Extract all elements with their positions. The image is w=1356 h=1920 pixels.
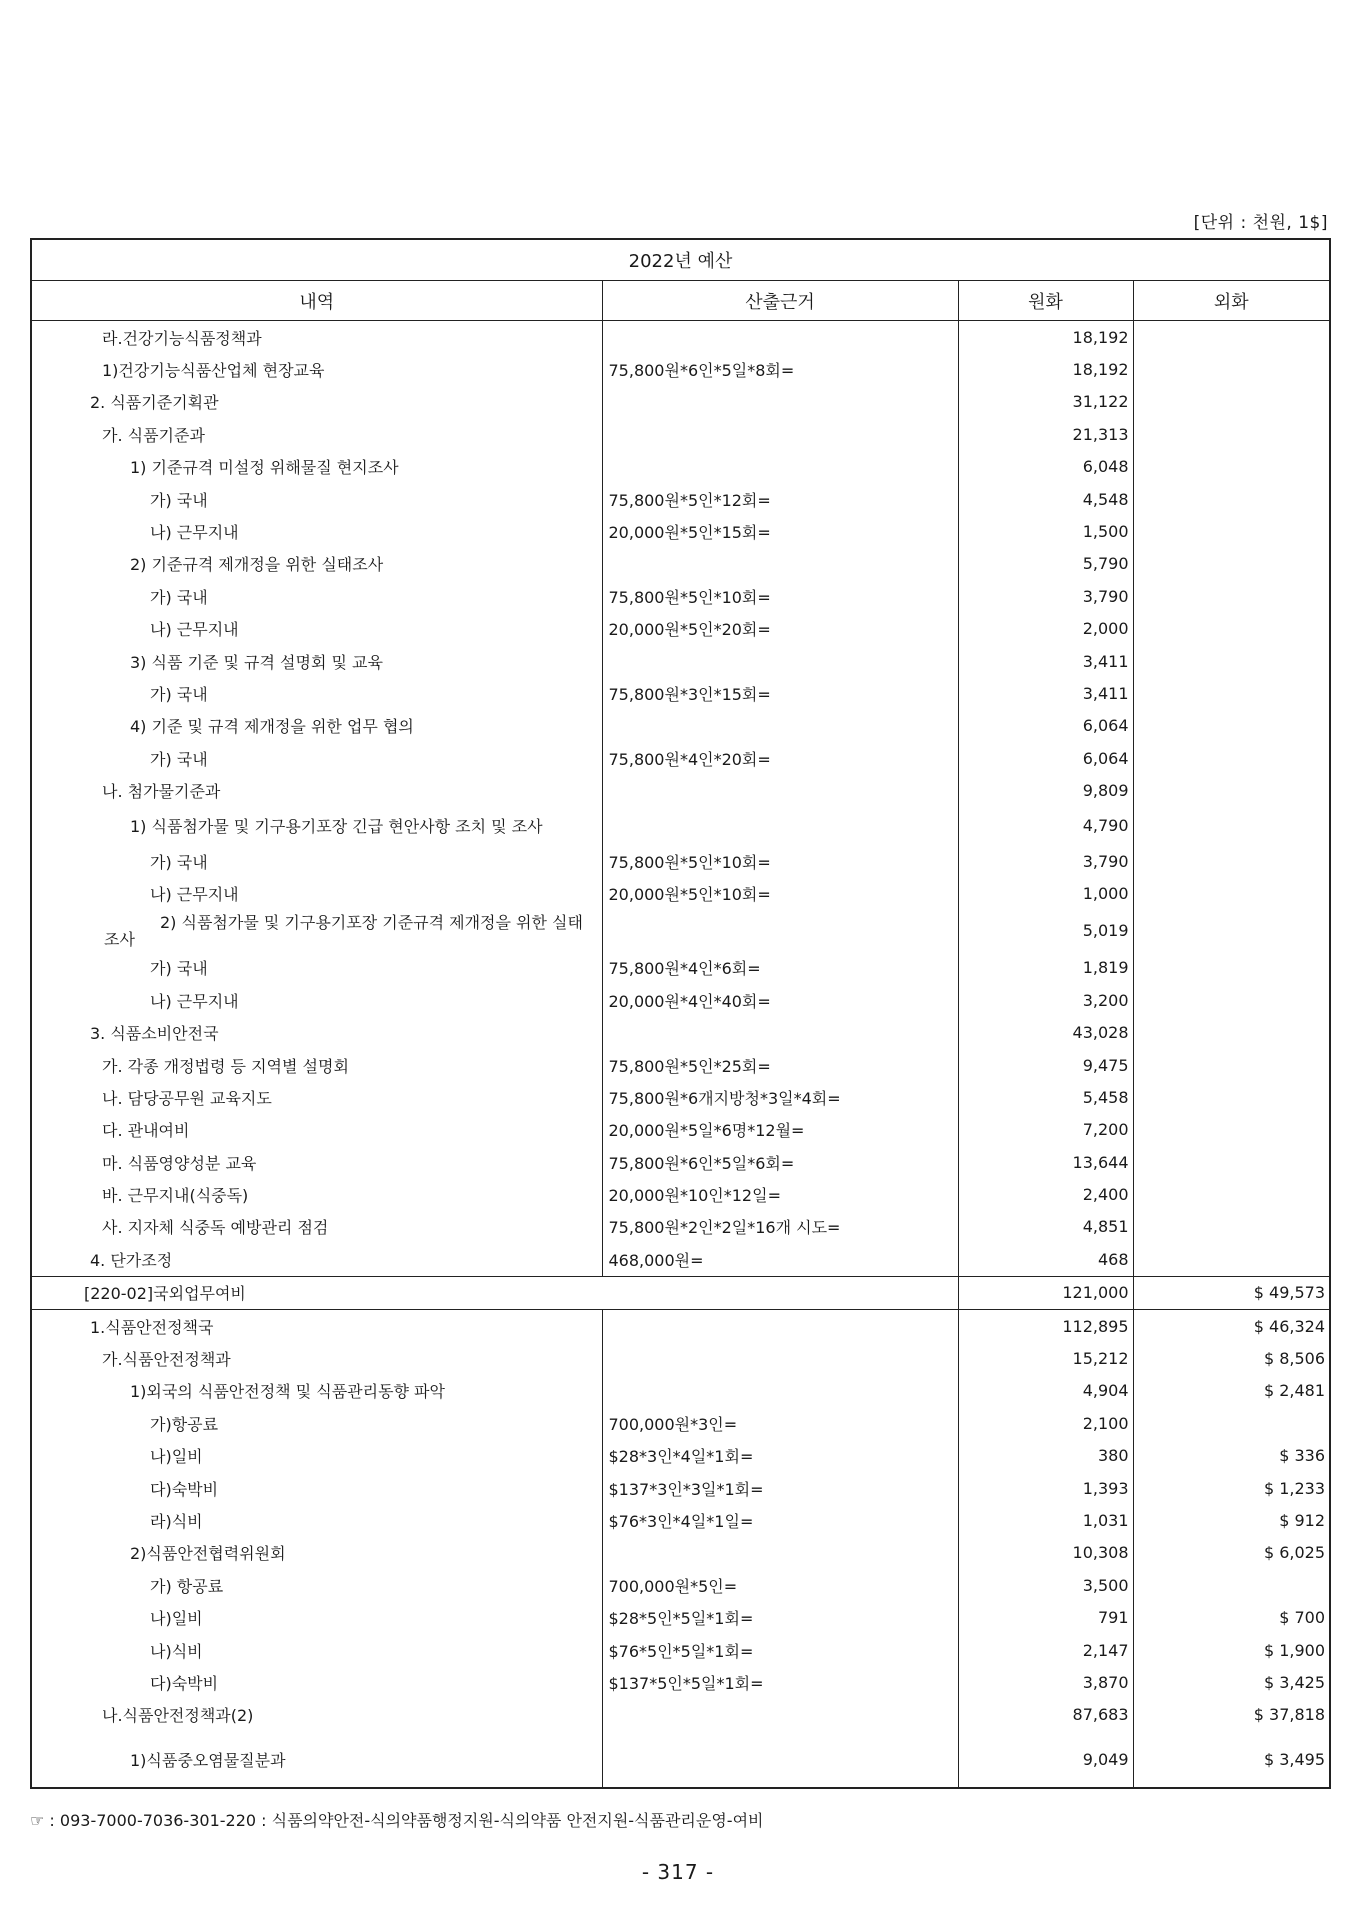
- item-description: 가. 각종 개정법령 등 지역별 설명회: [31, 1049, 602, 1081]
- calculation-basis: 20,000원*5인*15회=: [602, 515, 958, 547]
- amount-foreign: $ 8,506: [1133, 1342, 1330, 1374]
- amount-foreign: $ 700: [1133, 1601, 1330, 1633]
- table-row: [31, 353, 1330, 385]
- item-description: 1)외국의 식품안전정책 및 식품관리동향 파악: [31, 1375, 602, 1407]
- item-description: 나. 첨가물기준과: [31, 774, 602, 806]
- calculation-basis: [602, 1342, 958, 1374]
- amount-krw: 9,475: [958, 1049, 1133, 1081]
- table-row: [31, 677, 1330, 709]
- amount-foreign: $ 46,324: [1133, 1309, 1330, 1342]
- item-description: 2. 식품기준기획관: [31, 386, 602, 418]
- amount-krw: 1,031: [958, 1504, 1133, 1536]
- calculation-basis: [602, 710, 958, 742]
- amount-krw: 121,000: [958, 1276, 1133, 1309]
- amount-foreign: $ 1,900: [1133, 1634, 1330, 1666]
- item-description: 1.식품안전정책국: [31, 1309, 602, 1342]
- calculation-basis: [602, 1537, 958, 1569]
- table-row: [31, 984, 1330, 1016]
- table-row: [31, 1211, 1330, 1243]
- item-description: 바. 근무지내(식중독): [31, 1178, 602, 1210]
- item-description: 1) 기준규격 미설정 위해물질 현지조사: [31, 451, 602, 483]
- table-row: [31, 1081, 1330, 1113]
- table-row: [31, 910, 1330, 952]
- amount-foreign: $ 49,573: [1133, 1276, 1330, 1309]
- amount-foreign: [1133, 845, 1330, 877]
- amount-krw: 2,147: [958, 1634, 1133, 1666]
- table-row: [31, 710, 1330, 742]
- calculation-basis: 75,800원*6인*5일*8회=: [602, 353, 958, 385]
- calculation-basis: 20,000원*5인*10회=: [602, 877, 958, 909]
- item-description: 1) 식품첨가물 및 기구용기포장 긴급 현안사항 조치 및 조사: [31, 807, 602, 845]
- calculation-basis: 75,800원*4인*6회=: [602, 952, 958, 984]
- amount-krw: 15,212: [958, 1342, 1133, 1374]
- item-description: 나) 근무지내: [31, 877, 602, 909]
- calculation-basis: 75,800원*2인*2일*16개 시도=: [602, 1211, 958, 1243]
- amount-foreign: [1133, 613, 1330, 645]
- amount-foreign: $ 912: [1133, 1504, 1330, 1536]
- table-row: [31, 807, 1330, 845]
- amount-krw: 3,411: [958, 677, 1133, 709]
- table-row: [31, 845, 1330, 877]
- calculation-basis: $76*5인*5일*1회=: [602, 1634, 958, 1666]
- table-row: [31, 515, 1330, 547]
- table-row: [31, 1537, 1330, 1569]
- amount-foreign: [1133, 1569, 1330, 1601]
- table-row: [31, 1472, 1330, 1504]
- section-row: [31, 1276, 1330, 1309]
- amount-foreign: [1133, 645, 1330, 677]
- amount-krw: 2,400: [958, 1178, 1133, 1210]
- amount-krw: 5,019: [958, 910, 1133, 952]
- amount-foreign: [1133, 1178, 1330, 1210]
- amount-foreign: [1133, 321, 1330, 354]
- amount-krw: 3,500: [958, 1569, 1133, 1601]
- amount-krw: 1,000: [958, 877, 1133, 909]
- table-row: [31, 1243, 1330, 1276]
- amount-krw: 9,049: [958, 1731, 1133, 1788]
- amount-krw: 6,064: [958, 710, 1133, 742]
- table-row: [31, 613, 1330, 645]
- table-row: [31, 774, 1330, 806]
- col-header-description: 내역: [31, 281, 602, 321]
- table-body: [31, 321, 1330, 1789]
- amount-foreign: $ 3,495: [1133, 1731, 1330, 1788]
- item-description: 1)식품중오염물질분과: [31, 1731, 602, 1788]
- amount-krw: 9,809: [958, 774, 1133, 806]
- calculation-basis: $137*3인*3일*1회=: [602, 1472, 958, 1504]
- calculation-basis: [602, 418, 958, 450]
- amount-krw: 3,411: [958, 645, 1133, 677]
- amount-foreign: [1133, 451, 1330, 483]
- table-row: [31, 1504, 1330, 1536]
- table-row: [31, 1699, 1330, 1731]
- calculation-basis: 700,000원*5인=: [602, 1569, 958, 1601]
- amount-foreign: [1133, 677, 1330, 709]
- calculation-basis: 20,000원*5인*20회=: [602, 613, 958, 645]
- calculation-basis: [602, 548, 958, 580]
- calculation-basis: 468,000원=: [602, 1243, 958, 1276]
- amount-krw: 21,313: [958, 418, 1133, 450]
- item-description: 라.건강기능식품정책과: [31, 321, 602, 354]
- item-description: 가)항공료: [31, 1407, 602, 1439]
- item-description: 1)건강기능식품산업체 현장교육: [31, 353, 602, 385]
- amount-krw: 468: [958, 1243, 1133, 1276]
- amount-foreign: [1133, 1114, 1330, 1146]
- table-row: [31, 1569, 1330, 1601]
- calculation-basis: $76*3인*4일*1일=: [602, 1504, 958, 1536]
- amount-krw: 31,122: [958, 386, 1133, 418]
- amount-krw: 4,790: [958, 807, 1133, 845]
- item-description: 나)일비: [31, 1601, 602, 1633]
- amount-foreign: [1133, 353, 1330, 385]
- amount-krw: 18,192: [958, 353, 1133, 385]
- amount-krw: 1,500: [958, 515, 1133, 547]
- amount-foreign: $ 2,481: [1133, 1375, 1330, 1407]
- table-row: [31, 1731, 1330, 1788]
- amount-foreign: [1133, 742, 1330, 774]
- item-description: 라)식비: [31, 1504, 602, 1536]
- col-header-krw: 원화: [958, 281, 1133, 321]
- amount-krw: 112,895: [958, 1309, 1133, 1342]
- calculation-basis: 75,800원*5인*10회=: [602, 845, 958, 877]
- calculation-basis: $28*3인*4일*1회=: [602, 1440, 958, 1472]
- calculation-basis: [602, 451, 958, 483]
- table-row: [31, 1178, 1330, 1210]
- amount-foreign: [1133, 483, 1330, 515]
- table-row: [31, 451, 1330, 483]
- table-row: [31, 1601, 1330, 1633]
- item-description: 나) 근무지내: [31, 515, 602, 547]
- amount-krw: 6,064: [958, 742, 1133, 774]
- item-description: 나) 근무지내: [31, 613, 602, 645]
- table-row: [31, 1342, 1330, 1374]
- amount-foreign: [1133, 1407, 1330, 1439]
- table-row: [31, 1440, 1330, 1472]
- calculation-basis: [602, 321, 958, 354]
- table-row: [31, 1375, 1330, 1407]
- item-description: 2)식품안전협력위원회: [31, 1537, 602, 1569]
- item-description: 다. 관내여비: [31, 1114, 602, 1146]
- amount-krw: 3,200: [958, 984, 1133, 1016]
- account-code-note: ☞ : 093-7000-7036-301-220 : 식품의약안전-식의약품행정지원-식의약품 안전지원-식품관리운영-여비: [30, 1811, 764, 1830]
- calculation-basis: 75,800원*5인*10회=: [602, 580, 958, 612]
- calculation-basis: 75,800원*5인*12회=: [602, 483, 958, 515]
- item-description: 나.식품안전정책과(2): [31, 1699, 602, 1731]
- table-row: [31, 321, 1330, 354]
- item-description: 사. 지자체 식중독 예방관리 점검: [31, 1211, 602, 1243]
- amount-foreign: [1133, 1146, 1330, 1178]
- budget-table: [30, 238, 1331, 1789]
- item-description: 나)식비: [31, 1634, 602, 1666]
- amount-krw: 5,458: [958, 1081, 1133, 1113]
- amount-krw: 13,644: [958, 1146, 1133, 1178]
- amount-krw: 1,819: [958, 952, 1133, 984]
- table-row: [31, 1146, 1330, 1178]
- calculation-basis: [602, 1309, 958, 1342]
- calculation-basis: 75,800원*5인*25회=: [602, 1049, 958, 1081]
- item-description: 가) 국내: [31, 845, 602, 877]
- amount-foreign: [1133, 548, 1330, 580]
- amount-krw: 6,048: [958, 451, 1133, 483]
- table-row: [31, 742, 1330, 774]
- amount-foreign: [1133, 580, 1330, 612]
- amount-foreign: $ 37,818: [1133, 1699, 1330, 1731]
- item-description: 가) 국내: [31, 952, 602, 984]
- amount-krw: 2,100: [958, 1407, 1133, 1439]
- amount-foreign: [1133, 807, 1330, 845]
- amount-krw: 2,000: [958, 613, 1133, 645]
- amount-foreign: [1133, 952, 1330, 984]
- item-description: 다)숙박비: [31, 1472, 602, 1504]
- amount-foreign: [1133, 1016, 1330, 1048]
- table-row: [31, 877, 1330, 909]
- amount-foreign: [1133, 386, 1330, 418]
- calculation-basis: [602, 910, 958, 952]
- calculation-basis: 700,000원*3인=: [602, 1407, 958, 1439]
- amount-krw: 5,790: [958, 548, 1133, 580]
- table-row: [31, 548, 1330, 580]
- calculation-basis: [602, 1016, 958, 1048]
- table-row: [31, 580, 1330, 612]
- item-description: 3) 식품 기준 및 규격 설명회 및 교육: [31, 645, 602, 677]
- amount-krw: 87,683: [958, 1699, 1133, 1731]
- calculation-basis: [602, 1699, 958, 1731]
- amount-krw: 4,851: [958, 1211, 1133, 1243]
- calculation-basis: 75,800원*4인*20회=: [602, 742, 958, 774]
- table-row: [31, 1309, 1330, 1342]
- table-row: [31, 645, 1330, 677]
- item-description: 나. 담당공무원 교육지도: [31, 1081, 602, 1113]
- table-row: [31, 1016, 1330, 1048]
- amount-foreign: [1133, 910, 1330, 952]
- unit-label: [단위 : 천원, 1$]: [1193, 213, 1328, 233]
- amount-krw: 791: [958, 1601, 1133, 1633]
- item-description: 마. 식품영양성분 교육: [31, 1146, 602, 1178]
- amount-krw: 3,870: [958, 1666, 1133, 1698]
- amount-foreign: [1133, 774, 1330, 806]
- amount-foreign: [1133, 418, 1330, 450]
- item-description: 가) 국내: [31, 580, 602, 612]
- table-row: [31, 418, 1330, 450]
- table-row: [31, 1049, 1330, 1081]
- amount-krw: 18,192: [958, 321, 1133, 354]
- table-row: [31, 1407, 1330, 1439]
- amount-foreign: [1133, 710, 1330, 742]
- amount-foreign: [1133, 1243, 1330, 1276]
- amount-krw: 4,548: [958, 483, 1133, 515]
- table-row: [31, 952, 1330, 984]
- amount-foreign: [1133, 1081, 1330, 1113]
- calculation-basis: $137*5인*5일*1회=: [602, 1666, 958, 1698]
- calculation-basis: 75,800원*6인*5일*6회=: [602, 1146, 958, 1178]
- calculation-basis: [602, 1731, 958, 1788]
- item-description: 가) 국내: [31, 483, 602, 515]
- calculation-basis: 75,800원*3인*15회=: [602, 677, 958, 709]
- col-header-basis: 산출근거: [602, 281, 958, 321]
- amount-foreign: $ 336: [1133, 1440, 1330, 1472]
- item-description: 3. 식품소비안전국: [31, 1016, 602, 1048]
- calculation-basis: 75,800원*6개지방청*3일*4회=: [602, 1081, 958, 1113]
- table-row: [31, 1666, 1330, 1698]
- amount-krw: 3,790: [958, 580, 1133, 612]
- amount-krw: 7,200: [958, 1114, 1133, 1146]
- item-description: 나) 근무지내: [31, 984, 602, 1016]
- calculation-basis: 20,000원*5일*6명*12월=: [602, 1114, 958, 1146]
- item-description: 가) 항공료: [31, 1569, 602, 1601]
- table-row: [31, 483, 1330, 515]
- table-row: [31, 1114, 1330, 1146]
- calculation-basis: [602, 1375, 958, 1407]
- calculation-basis: 20,000원*4인*40회=: [602, 984, 958, 1016]
- amount-foreign: [1133, 984, 1330, 1016]
- amount-foreign: $ 3,425: [1133, 1666, 1330, 1698]
- table-row: [31, 386, 1330, 418]
- item-description: 가) 국내: [31, 677, 602, 709]
- calculation-basis: [602, 807, 958, 845]
- amount-krw: 10,308: [958, 1537, 1133, 1569]
- calculation-basis: [602, 386, 958, 418]
- item-description: 가) 국내: [31, 742, 602, 774]
- col-header-foreign: 외화: [1133, 281, 1330, 321]
- calculation-basis: 20,000원*10인*12일=: [602, 1178, 958, 1210]
- item-description: 가. 식품기준과: [31, 418, 602, 450]
- amount-foreign: $ 1,233: [1133, 1472, 1330, 1504]
- item-description: 2) 식품첨가물 및 기구용기포장 기준규격 제개정을 위한 실태조사: [31, 910, 602, 952]
- calculation-basis: $28*5인*5일*1회=: [602, 1601, 958, 1633]
- budget-year-header: 2022년 예산: [31, 239, 1330, 281]
- amount-krw: 43,028: [958, 1016, 1133, 1048]
- item-description: 4) 기준 및 규격 제개정을 위한 업무 협의: [31, 710, 602, 742]
- item-description: 가.식품안전정책과: [31, 1342, 602, 1374]
- amount-foreign: [1133, 515, 1330, 547]
- amount-foreign: [1133, 877, 1330, 909]
- amount-foreign: [1133, 1049, 1330, 1081]
- amount-krw: 1,393: [958, 1472, 1133, 1504]
- calculation-basis: [602, 645, 958, 677]
- amount-krw: 380: [958, 1440, 1133, 1472]
- section-title: [220-02]국외업무여비: [31, 1276, 958, 1309]
- amount-krw: 3,790: [958, 845, 1133, 877]
- amount-foreign: [1133, 1211, 1330, 1243]
- item-description: 나)일비: [31, 1440, 602, 1472]
- table-row: [31, 1634, 1330, 1666]
- item-description: 4. 단가조정: [31, 1243, 602, 1276]
- item-description: 2) 기준규격 제개정을 위한 실태조사: [31, 548, 602, 580]
- amount-foreign: $ 6,025: [1133, 1537, 1330, 1569]
- page-number: - 317 -: [641, 1860, 715, 1884]
- calculation-basis: [602, 774, 958, 806]
- amount-krw: 4,904: [958, 1375, 1133, 1407]
- item-description: 다)숙박비: [31, 1666, 602, 1698]
